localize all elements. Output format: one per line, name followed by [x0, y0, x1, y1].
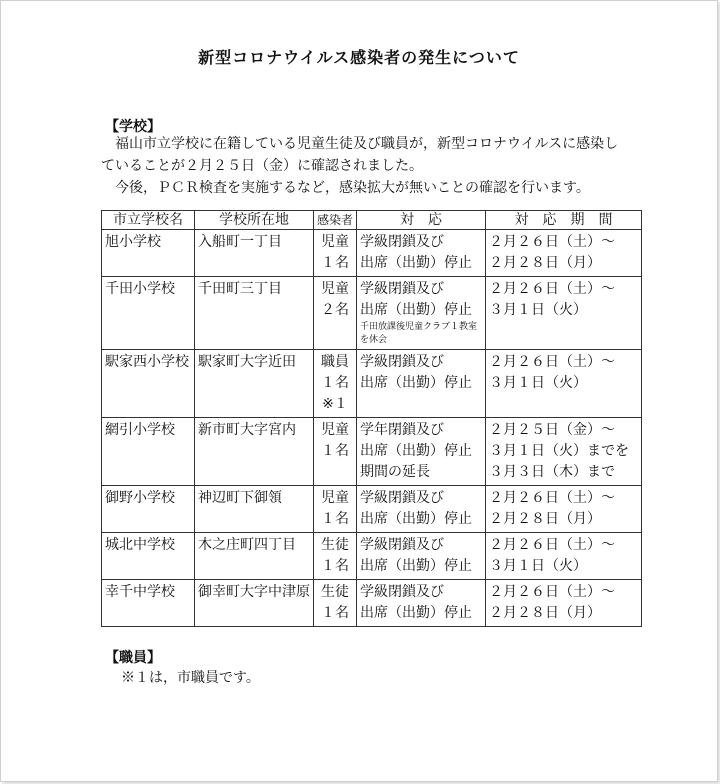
- period-line: ２月２８日（月）: [489, 511, 601, 527]
- response-line: 出席（出勤）停止: [360, 605, 472, 621]
- table-header-row: [102, 211, 642, 230]
- period-line: ２月２６日（土）～: [489, 281, 615, 297]
- school-name-cell: 御野小学校: [102, 486, 195, 533]
- infected-line: 児童: [321, 234, 349, 250]
- period-cell: [486, 580, 642, 627]
- infection-table: [101, 210, 642, 627]
- school-name-cell: 千田小学校: [102, 277, 195, 350]
- table-row: [102, 533, 642, 580]
- infected-line: ※１: [322, 396, 348, 412]
- header-response: 対 応: [357, 211, 486, 230]
- school-name-cell: 駅家西小学校: [102, 350, 195, 418]
- table-row: [102, 580, 642, 627]
- school-name-cell: 網引小学校: [102, 418, 195, 486]
- infected-line: 児童: [321, 422, 349, 438]
- infected-cell: [314, 533, 357, 580]
- table-body: [102, 230, 642, 627]
- response-line: 出席（出勤）停止: [360, 511, 472, 527]
- infected-line: １名: [321, 375, 349, 391]
- school-address-cell: 新市町大字宮内: [195, 418, 314, 486]
- response-line: 学級閉鎖及び: [360, 537, 444, 553]
- response-cell: [357, 580, 486, 627]
- period-line: ３月１日（火）までを: [489, 443, 629, 459]
- table-row: [102, 486, 642, 533]
- response-cell: [357, 350, 486, 418]
- period-line: ２月２６日（土）～: [489, 354, 615, 370]
- school-address-cell: 千田町三丁目: [195, 277, 314, 350]
- infected-cell: [314, 486, 357, 533]
- school-address-cell: 駅家町大字近田: [195, 350, 314, 418]
- response-cell: [357, 277, 486, 350]
- response-line: 期間の延長: [360, 464, 430, 480]
- infected-line: 児童: [321, 490, 349, 506]
- school-address-cell: 木之庄町四丁目: [195, 533, 314, 580]
- response-cell: [357, 486, 486, 533]
- period-line: ３月１日（火）: [489, 302, 587, 318]
- infected-line: １名: [321, 558, 349, 574]
- period-line: ２月２６日（土）～: [489, 490, 615, 506]
- infected-line: 職員: [321, 354, 349, 370]
- response-line: 出席（出勤）停止: [360, 558, 472, 574]
- header-infected: 感染者: [314, 211, 357, 230]
- infected-line: 生徒: [321, 584, 349, 600]
- infected-cell: [314, 277, 357, 350]
- period-line: ３月１日（火）: [489, 375, 587, 391]
- period-line: ２月２５日（金）～: [489, 422, 615, 438]
- infected-line: 児童: [321, 281, 349, 297]
- period-cell: [486, 350, 642, 418]
- response-line: 学級閉鎖及び: [360, 354, 444, 370]
- school-address-cell: 神辺町下御領: [195, 486, 314, 533]
- response-line: 学級閉鎖及び: [360, 584, 444, 600]
- school-address-cell: 御幸町大字中津原: [195, 580, 314, 627]
- response-cell: [357, 533, 486, 580]
- response-line: 学級閉鎖及び: [360, 490, 444, 506]
- period-line: ２月２６日（土）～: [489, 584, 615, 600]
- response-line: 学級閉鎖及び: [360, 234, 444, 250]
- table-row: [102, 230, 642, 277]
- infected-cell: [314, 230, 357, 277]
- response-line: 学年閉鎖及び: [360, 422, 444, 438]
- response-line: 出席（出勤）停止: [360, 255, 472, 271]
- period-cell: [486, 486, 642, 533]
- infected-line: １名: [321, 255, 349, 271]
- response-line: 学級閉鎖及び: [360, 281, 444, 297]
- school-name-cell: 城北中学校: [102, 533, 195, 580]
- period-line: ３月３日（木）まで: [489, 464, 615, 480]
- response-line: 出席（出勤）停止: [360, 302, 472, 318]
- table-row: [102, 277, 642, 350]
- school-name-cell: 旭小学校: [102, 230, 195, 277]
- infected-line: １名: [321, 605, 349, 621]
- page-title: 新型コロナウイルス感染者の発生について: [198, 48, 520, 67]
- period-cell: [486, 418, 642, 486]
- school-paragraph-1: 福山市立学校に在籍している児童生徒及び職員が，新型コロナウイルスに感染していることが２月２５日（金）に確認されました。: [101, 136, 619, 174]
- period-line: ２月２６日（土）～: [489, 537, 615, 553]
- header-school: 市立学校名: [102, 211, 195, 230]
- table-row: [102, 418, 642, 486]
- period-line: ３月１日（火）: [489, 558, 587, 574]
- period-cell: [486, 277, 642, 350]
- response-cell: [357, 418, 486, 486]
- infected-line: １名: [321, 511, 349, 527]
- school-name-cell: 幸千中学校: [102, 580, 195, 627]
- period-cell: [486, 230, 642, 277]
- infected-cell: [314, 580, 357, 627]
- period-line: ２月２８日（月）: [489, 255, 601, 271]
- response-note: 千田放課後児童クラブ１教室を休会: [360, 322, 478, 345]
- infected-line: ２名: [321, 302, 349, 318]
- response-line: 出席（出勤）停止: [360, 443, 472, 459]
- infected-cell: [314, 350, 357, 418]
- period-line: ２月２８日（月）: [489, 605, 601, 621]
- period-line: ２月２６日（土）～: [489, 234, 615, 250]
- table-row: [102, 350, 642, 418]
- infected-line: 生徒: [321, 537, 349, 553]
- period-cell: [486, 533, 642, 580]
- staff-note: ※１は，市職員です。: [121, 670, 260, 686]
- infected-line: １名: [321, 443, 349, 459]
- response-cell: [357, 230, 486, 277]
- response-line: 出席（出勤）停止: [360, 375, 472, 391]
- header-period: 対 応 期 間: [486, 211, 642, 230]
- school-section-body: [101, 133, 621, 199]
- header-address: 学校所在地: [195, 211, 314, 230]
- school-section-heading: 【学校】: [105, 119, 161, 135]
- infected-cell: [314, 418, 357, 486]
- staff-section-heading: 【職員】: [105, 650, 161, 666]
- school-paragraph-2: 今後，ＰＣＲ検査を実施するなど，感染拡大が無いことの確認を行います。: [115, 180, 590, 196]
- school-address-cell: 入船町一丁目: [195, 230, 314, 277]
